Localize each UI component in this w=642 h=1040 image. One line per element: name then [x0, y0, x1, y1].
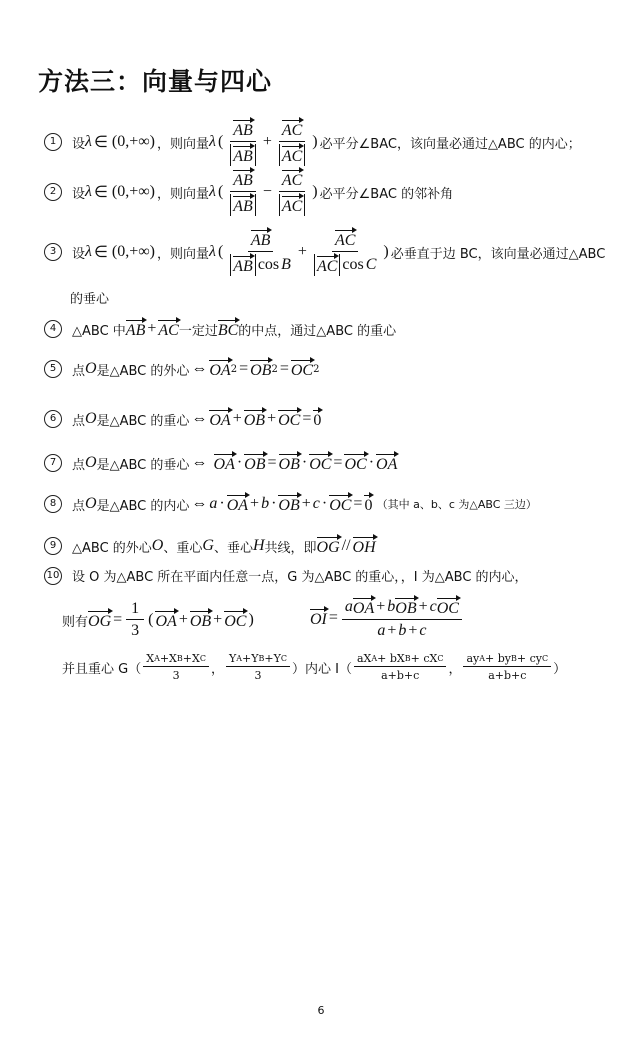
item-10: 10 设 O 为△ABC 所在平面内任意一点，G 为△ABC 的重心，，I 为△ABC 的内心， [44, 566, 528, 585]
item-number: 1 [44, 133, 62, 151]
fraction: $\frac{AC}{AC}$ [276, 118, 308, 166]
page-title: 方法三：向量与四心 [38, 67, 273, 96]
item-5: 5 点 O 是△ABC 的外心 ⇔ OA 2 = OB 2 = OC 2 [44, 358, 319, 380]
item-6: 6 点 O 是△ABC 的重心 ⇔ OA + OB + OC = 0 [44, 408, 321, 430]
item-9: 9 △ABC 的外心 O 、重心 G 、垂心 H 共线，即 OG // OH [44, 535, 376, 557]
item-1: 1 设 λ ∈ (0,+∞) ，则向量 λ ( $\frac{AB}{AB}$ + $\frac{AC}{AC}$ ) 必平分∠BAC，该向量必通过△ABC 的内心； [44, 118, 581, 166]
page-number: 6 [317, 1004, 325, 1017]
formula-og: 则有 OG = $\frac{1}{3}$ ( OA + OB + OC ) [62, 600, 254, 639]
item-2: 2 设 λ ∈ (0,+∞) ，则向量 λ ( $\frac{AB}{AB}$ − $\frac{AC}{AC}$ ) 必平分∠BAC 的邻补角 [44, 168, 453, 216]
formula-oi: OI = a OA + b OB + c OC a + b + c [310, 596, 464, 640]
centroid-coordinates: 并且重心 G（ X A +X B +X C 3 ， Y A +Y B +Y C 3 ） [62, 652, 306, 682]
fraction: $\frac{AB}{AB}$ [227, 118, 259, 166]
item-7: 7 点 O 是△ABC 的垂心 ⇔ OA · OB = OB · OC = OC · OA [44, 452, 397, 474]
item-3: 3 设 λ ∈ (0,+∞) ，则向量 λ ( AB AB cos B + AC AC cos C ) 必垂直于边 BC，该向量必通过△ABC [44, 228, 605, 276]
item-3-cont: 的垂心 [70, 292, 110, 307]
item-8: 8 点 O 是△ABC 的内心 ⇔ a · OA + b · OB + c · OC = 0 （其中 a、b、c 为△ABC 三边） [44, 493, 537, 515]
item-4: 4 △ABC 中 AB + AC 一定过 BC 的中点，通过△ABC 的重心 [44, 318, 396, 340]
incenter-coordinates: 内心 I（ aX A + bX B + cX C a+b+c ， ay A + by B + cy C a+b+c ） [305, 652, 567, 682]
